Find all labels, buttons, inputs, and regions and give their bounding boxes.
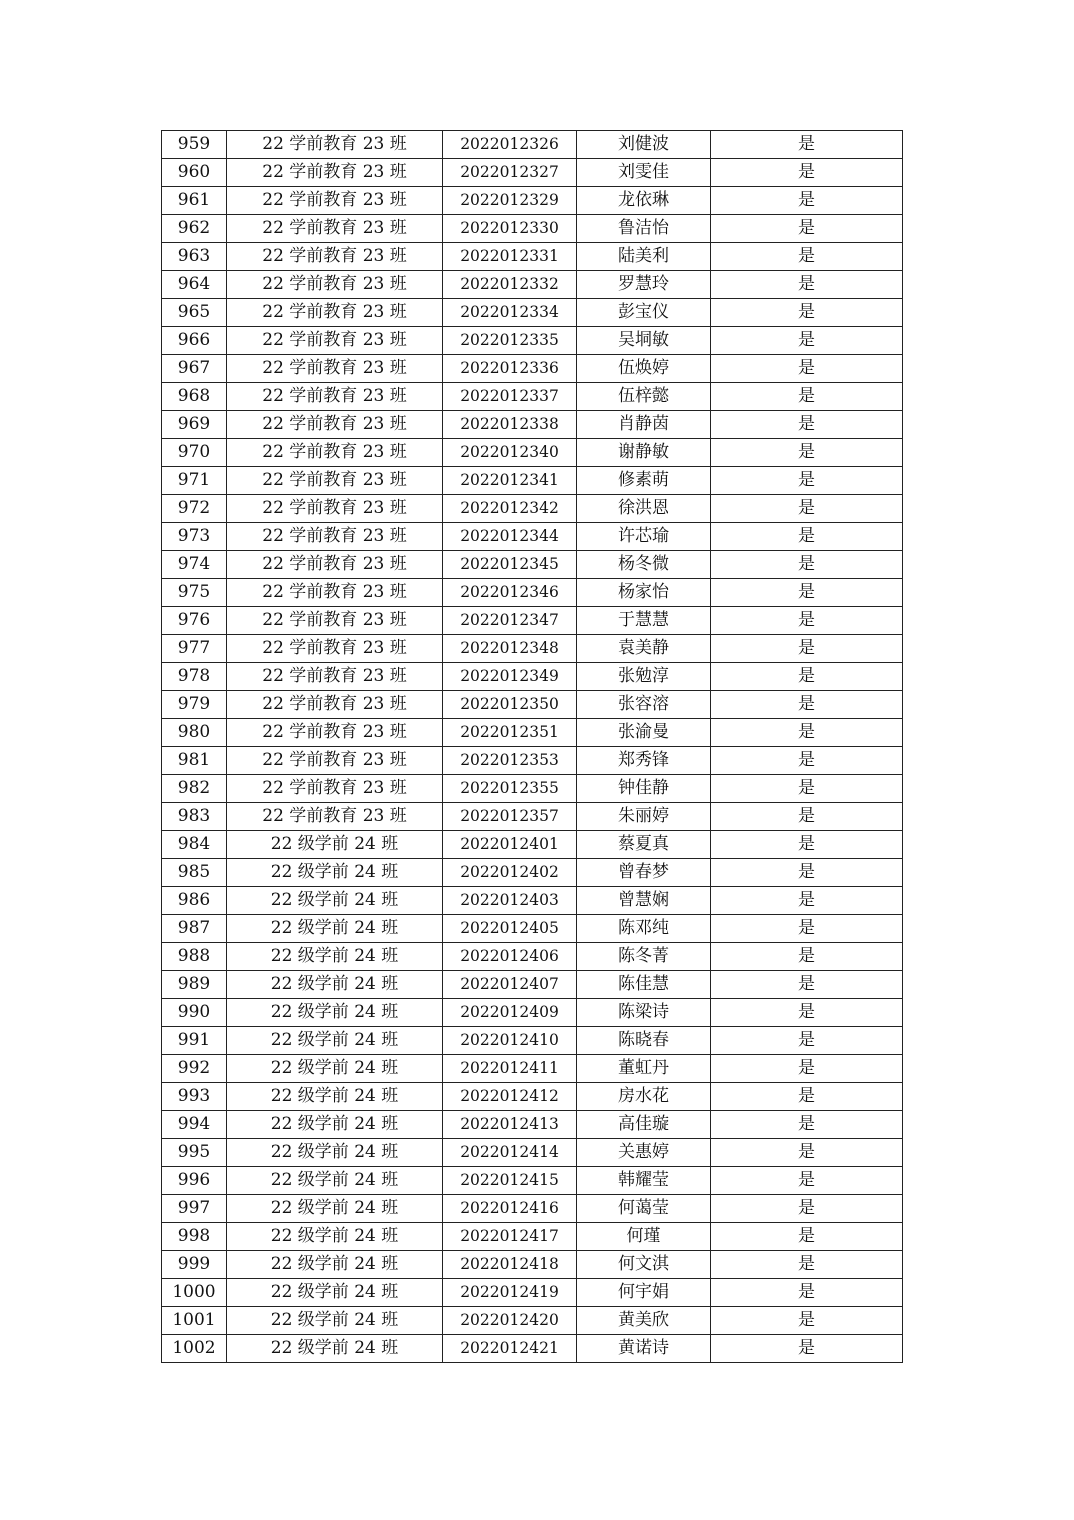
student-id-cell: 2022012405 xyxy=(443,915,577,943)
table-row xyxy=(162,271,903,299)
student-id-cell: 2022012350 xyxy=(443,691,577,719)
row-number-cell: 982 xyxy=(162,775,227,803)
status-cell: 是 xyxy=(711,1335,903,1363)
student-name-cell: 鲁洁怡 xyxy=(577,215,711,243)
table-row xyxy=(162,831,903,859)
status-cell: 是 xyxy=(711,831,903,859)
row-number-cell: 988 xyxy=(162,943,227,971)
row-number-cell: 972 xyxy=(162,495,227,523)
student-id-cell: 2022012406 xyxy=(443,943,577,971)
class-cell: 22 学前教育 23 班 xyxy=(227,775,443,803)
status-cell: 是 xyxy=(711,243,903,271)
table-row xyxy=(162,607,903,635)
student-id-cell: 2022012353 xyxy=(443,747,577,775)
class-cell: 22 学前教育 23 班 xyxy=(227,411,443,439)
status-cell: 是 xyxy=(711,159,903,187)
row-number-cell: 984 xyxy=(162,831,227,859)
table-row xyxy=(162,131,903,159)
student-id-cell: 2022012342 xyxy=(443,495,577,523)
status-cell: 是 xyxy=(711,1083,903,1111)
status-cell: 是 xyxy=(711,999,903,1027)
class-cell: 22 学前教育 23 班 xyxy=(227,271,443,299)
row-number-cell: 997 xyxy=(162,1195,227,1223)
student-name-cell: 黄诺诗 xyxy=(577,1335,711,1363)
status-cell: 是 xyxy=(711,1139,903,1167)
row-number-cell: 965 xyxy=(162,299,227,327)
student-id-cell: 2022012332 xyxy=(443,271,577,299)
class-cell: 22 级学前 24 班 xyxy=(227,831,443,859)
table-row xyxy=(162,1279,903,1307)
class-cell: 22 学前教育 23 班 xyxy=(227,747,443,775)
student-roster-table xyxy=(161,130,903,1363)
table-row xyxy=(162,495,903,523)
table-row xyxy=(162,943,903,971)
status-cell: 是 xyxy=(711,719,903,747)
row-number-cell: 971 xyxy=(162,467,227,495)
student-id-cell: 2022012338 xyxy=(443,411,577,439)
table-row xyxy=(162,635,903,663)
student-id-cell: 2022012344 xyxy=(443,523,577,551)
student-id-cell: 2022012329 xyxy=(443,187,577,215)
student-name-cell: 徐洪恩 xyxy=(577,495,711,523)
student-id-cell: 2022012419 xyxy=(443,1279,577,1307)
row-number-cell: 981 xyxy=(162,747,227,775)
table-row xyxy=(162,1251,903,1279)
student-name-cell: 陈邓纯 xyxy=(577,915,711,943)
status-cell: 是 xyxy=(711,1195,903,1223)
status-cell: 是 xyxy=(711,1279,903,1307)
student-name-cell: 关惠婷 xyxy=(577,1139,711,1167)
student-name-cell: 房水花 xyxy=(577,1083,711,1111)
student-name-cell: 伍焕婷 xyxy=(577,355,711,383)
status-cell: 是 xyxy=(711,1111,903,1139)
row-number-cell: 985 xyxy=(162,859,227,887)
status-cell: 是 xyxy=(711,1055,903,1083)
row-number-cell: 994 xyxy=(162,1111,227,1139)
status-cell: 是 xyxy=(711,915,903,943)
status-cell: 是 xyxy=(711,1027,903,1055)
student-id-cell: 2022012330 xyxy=(443,215,577,243)
student-name-cell: 张容溶 xyxy=(577,691,711,719)
row-number-cell: 978 xyxy=(162,663,227,691)
status-cell: 是 xyxy=(711,355,903,383)
row-number-cell: 1000 xyxy=(162,1279,227,1307)
table-row xyxy=(162,859,903,887)
class-cell: 22 级学前 24 班 xyxy=(227,1139,443,1167)
student-name-cell: 陈梁诗 xyxy=(577,999,711,1027)
status-cell: 是 xyxy=(711,635,903,663)
status-cell: 是 xyxy=(711,215,903,243)
table-row xyxy=(162,551,903,579)
class-cell: 22 级学前 24 班 xyxy=(227,1055,443,1083)
table-row xyxy=(162,663,903,691)
student-name-cell: 彭宝仪 xyxy=(577,299,711,327)
class-cell: 22 学前教育 23 班 xyxy=(227,243,443,271)
row-number-cell: 964 xyxy=(162,271,227,299)
student-id-cell: 2022012349 xyxy=(443,663,577,691)
class-cell: 22 学前教育 23 班 xyxy=(227,719,443,747)
student-id-cell: 2022012416 xyxy=(443,1195,577,1223)
table-row xyxy=(162,299,903,327)
class-cell: 22 学前教育 23 班 xyxy=(227,187,443,215)
student-id-cell: 2022012409 xyxy=(443,999,577,1027)
class-cell: 22 级学前 24 班 xyxy=(227,1111,443,1139)
status-cell: 是 xyxy=(711,523,903,551)
student-name-cell: 肖静茵 xyxy=(577,411,711,439)
row-number-cell: 977 xyxy=(162,635,227,663)
student-id-cell: 2022012413 xyxy=(443,1111,577,1139)
student-name-cell: 何文淇 xyxy=(577,1251,711,1279)
student-id-cell: 2022012418 xyxy=(443,1251,577,1279)
table-row xyxy=(162,467,903,495)
status-cell: 是 xyxy=(711,943,903,971)
student-name-cell: 龙依琳 xyxy=(577,187,711,215)
class-cell: 22 级学前 24 班 xyxy=(227,859,443,887)
row-number-cell: 989 xyxy=(162,971,227,999)
student-name-cell: 刘健波 xyxy=(577,131,711,159)
student-id-cell: 2022012348 xyxy=(443,635,577,663)
student-name-cell: 陈冬菁 xyxy=(577,943,711,971)
student-id-cell: 2022012341 xyxy=(443,467,577,495)
student-name-cell: 吴垌敏 xyxy=(577,327,711,355)
student-id-cell: 2022012351 xyxy=(443,719,577,747)
student-id-cell: 2022012417 xyxy=(443,1223,577,1251)
student-name-cell: 许芯瑜 xyxy=(577,523,711,551)
row-number-cell: 987 xyxy=(162,915,227,943)
row-number-cell: 992 xyxy=(162,1055,227,1083)
table-row xyxy=(162,523,903,551)
student-name-cell: 蔡夏真 xyxy=(577,831,711,859)
row-number-cell: 970 xyxy=(162,439,227,467)
table-row xyxy=(162,775,903,803)
student-id-cell: 2022012401 xyxy=(443,831,577,859)
row-number-cell: 968 xyxy=(162,383,227,411)
row-number-cell: 963 xyxy=(162,243,227,271)
class-cell: 22 学前教育 23 班 xyxy=(227,355,443,383)
student-id-cell: 2022012357 xyxy=(443,803,577,831)
table-row xyxy=(162,747,903,775)
student-name-cell: 何宇娟 xyxy=(577,1279,711,1307)
row-number-cell: 1001 xyxy=(162,1307,227,1335)
row-number-cell: 966 xyxy=(162,327,227,355)
class-cell: 22 学前教育 23 班 xyxy=(227,383,443,411)
class-cell: 22 学前教育 23 班 xyxy=(227,635,443,663)
row-number-cell: 973 xyxy=(162,523,227,551)
row-number-cell: 999 xyxy=(162,1251,227,1279)
student-id-cell: 2022012340 xyxy=(443,439,577,467)
class-cell: 22 级学前 24 班 xyxy=(227,943,443,971)
status-cell: 是 xyxy=(711,383,903,411)
class-cell: 22 学前教育 23 班 xyxy=(227,467,443,495)
class-cell: 22 级学前 24 班 xyxy=(227,999,443,1027)
student-name-cell: 袁美静 xyxy=(577,635,711,663)
row-number-cell: 1002 xyxy=(162,1335,227,1363)
row-number-cell: 976 xyxy=(162,607,227,635)
student-name-cell: 曾慧娴 xyxy=(577,887,711,915)
student-id-cell: 2022012346 xyxy=(443,579,577,607)
table-row xyxy=(162,243,903,271)
status-cell: 是 xyxy=(711,411,903,439)
class-cell: 22 学前教育 23 班 xyxy=(227,215,443,243)
class-cell: 22 级学前 24 班 xyxy=(227,1027,443,1055)
status-cell: 是 xyxy=(711,131,903,159)
table-row xyxy=(162,887,903,915)
row-number-cell: 961 xyxy=(162,187,227,215)
student-name-cell: 董虹丹 xyxy=(577,1055,711,1083)
student-name-cell: 郑秀锋 xyxy=(577,747,711,775)
row-number-cell: 991 xyxy=(162,1027,227,1055)
student-name-cell: 韩耀莹 xyxy=(577,1167,711,1195)
class-cell: 22 级学前 24 班 xyxy=(227,1083,443,1111)
status-cell: 是 xyxy=(711,495,903,523)
table-row xyxy=(162,1335,903,1363)
class-cell: 22 级学前 24 班 xyxy=(227,1195,443,1223)
row-number-cell: 993 xyxy=(162,1083,227,1111)
row-number-cell: 959 xyxy=(162,131,227,159)
student-name-cell: 罗慧玲 xyxy=(577,271,711,299)
class-cell: 22 学前教育 23 班 xyxy=(227,327,443,355)
class-cell: 22 学前教育 23 班 xyxy=(227,551,443,579)
student-name-cell: 黄美欣 xyxy=(577,1307,711,1335)
status-cell: 是 xyxy=(711,327,903,355)
class-cell: 22 学前教育 23 班 xyxy=(227,159,443,187)
class-cell: 22 学前教育 23 班 xyxy=(227,439,443,467)
class-cell: 22 学前教育 23 班 xyxy=(227,803,443,831)
row-number-cell: 996 xyxy=(162,1167,227,1195)
table-row xyxy=(162,1223,903,1251)
student-id-cell: 2022012415 xyxy=(443,1167,577,1195)
table-row xyxy=(162,803,903,831)
row-number-cell: 980 xyxy=(162,719,227,747)
student-id-cell: 2022012407 xyxy=(443,971,577,999)
student-name-cell: 陆美利 xyxy=(577,243,711,271)
table-row xyxy=(162,1167,903,1195)
status-cell: 是 xyxy=(711,299,903,327)
student-id-cell: 2022012336 xyxy=(443,355,577,383)
student-name-cell: 张勉淳 xyxy=(577,663,711,691)
row-number-cell: 983 xyxy=(162,803,227,831)
table-row xyxy=(162,999,903,1027)
class-cell: 22 学前教育 23 班 xyxy=(227,663,443,691)
status-cell: 是 xyxy=(711,747,903,775)
student-id-cell: 2022012410 xyxy=(443,1027,577,1055)
class-cell: 22 学前教育 23 班 xyxy=(227,607,443,635)
row-number-cell: 969 xyxy=(162,411,227,439)
student-name-cell: 谢静敏 xyxy=(577,439,711,467)
table-row xyxy=(162,411,903,439)
row-number-cell: 979 xyxy=(162,691,227,719)
row-number-cell: 967 xyxy=(162,355,227,383)
student-id-cell: 2022012421 xyxy=(443,1335,577,1363)
student-name-cell: 于慧慧 xyxy=(577,607,711,635)
table-row xyxy=(162,439,903,467)
roster-body xyxy=(162,131,903,1363)
student-name-cell: 杨冬微 xyxy=(577,551,711,579)
student-id-cell: 2022012337 xyxy=(443,383,577,411)
student-name-cell: 杨家怡 xyxy=(577,579,711,607)
row-number-cell: 974 xyxy=(162,551,227,579)
status-cell: 是 xyxy=(711,467,903,495)
status-cell: 是 xyxy=(711,691,903,719)
class-cell: 22 学前教育 23 班 xyxy=(227,691,443,719)
class-cell: 22 学前教育 23 班 xyxy=(227,131,443,159)
status-cell: 是 xyxy=(711,971,903,999)
student-id-cell: 2022012334 xyxy=(443,299,577,327)
row-number-cell: 975 xyxy=(162,579,227,607)
student-id-cell: 2022012355 xyxy=(443,775,577,803)
student-id-cell: 2022012326 xyxy=(443,131,577,159)
student-id-cell: 2022012345 xyxy=(443,551,577,579)
class-cell: 22 学前教育 23 班 xyxy=(227,523,443,551)
status-cell: 是 xyxy=(711,187,903,215)
class-cell: 22 级学前 24 班 xyxy=(227,1307,443,1335)
table-row xyxy=(162,215,903,243)
student-id-cell: 2022012327 xyxy=(443,159,577,187)
status-cell: 是 xyxy=(711,271,903,299)
student-name-cell: 伍梓懿 xyxy=(577,383,711,411)
table-row xyxy=(162,159,903,187)
row-number-cell: 962 xyxy=(162,215,227,243)
student-name-cell: 曾春梦 xyxy=(577,859,711,887)
table-row xyxy=(162,915,903,943)
student-name-cell: 张渝曼 xyxy=(577,719,711,747)
row-number-cell: 990 xyxy=(162,999,227,1027)
status-cell: 是 xyxy=(711,1307,903,1335)
student-name-cell: 朱丽婷 xyxy=(577,803,711,831)
student-id-cell: 2022012331 xyxy=(443,243,577,271)
status-cell: 是 xyxy=(711,551,903,579)
student-id-cell: 2022012403 xyxy=(443,887,577,915)
table-row xyxy=(162,187,903,215)
status-cell: 是 xyxy=(711,663,903,691)
student-name-cell: 何瑾 xyxy=(577,1223,711,1251)
table-row xyxy=(162,1195,903,1223)
student-id-cell: 2022012420 xyxy=(443,1307,577,1335)
class-cell: 22 级学前 24 班 xyxy=(227,1167,443,1195)
class-cell: 22 级学前 24 班 xyxy=(227,971,443,999)
row-number-cell: 995 xyxy=(162,1139,227,1167)
student-name-cell: 陈晓春 xyxy=(577,1027,711,1055)
table-row xyxy=(162,1139,903,1167)
row-number-cell: 998 xyxy=(162,1223,227,1251)
table-row xyxy=(162,971,903,999)
student-id-cell: 2022012411 xyxy=(443,1055,577,1083)
class-cell: 22 级学前 24 班 xyxy=(227,1223,443,1251)
class-cell: 22 学前教育 23 班 xyxy=(227,579,443,607)
student-id-cell: 2022012402 xyxy=(443,859,577,887)
class-cell: 22 级学前 24 班 xyxy=(227,915,443,943)
row-number-cell: 986 xyxy=(162,887,227,915)
class-cell: 22 级学前 24 班 xyxy=(227,1279,443,1307)
student-name-cell: 高佳璇 xyxy=(577,1111,711,1139)
status-cell: 是 xyxy=(711,607,903,635)
student-id-cell: 2022012347 xyxy=(443,607,577,635)
status-cell: 是 xyxy=(711,579,903,607)
status-cell: 是 xyxy=(711,439,903,467)
status-cell: 是 xyxy=(711,887,903,915)
status-cell: 是 xyxy=(711,1251,903,1279)
status-cell: 是 xyxy=(711,859,903,887)
class-cell: 22 级学前 24 班 xyxy=(227,1335,443,1363)
table-row xyxy=(162,691,903,719)
status-cell: 是 xyxy=(711,803,903,831)
student-name-cell: 刘雯佳 xyxy=(577,159,711,187)
table-row xyxy=(162,1027,903,1055)
student-id-cell: 2022012335 xyxy=(443,327,577,355)
class-cell: 22 学前教育 23 班 xyxy=(227,495,443,523)
table-row xyxy=(162,719,903,747)
class-cell: 22 级学前 24 班 xyxy=(227,887,443,915)
table-row xyxy=(162,1083,903,1111)
student-name-cell: 陈佳慧 xyxy=(577,971,711,999)
student-id-cell: 2022012414 xyxy=(443,1139,577,1167)
student-name-cell: 何蔼莹 xyxy=(577,1195,711,1223)
row-number-cell: 960 xyxy=(162,159,227,187)
status-cell: 是 xyxy=(711,1167,903,1195)
table-row xyxy=(162,383,903,411)
class-cell: 22 级学前 24 班 xyxy=(227,1251,443,1279)
student-name-cell: 修素萌 xyxy=(577,467,711,495)
status-cell: 是 xyxy=(711,1223,903,1251)
class-cell: 22 学前教育 23 班 xyxy=(227,299,443,327)
table-row xyxy=(162,1055,903,1083)
status-cell: 是 xyxy=(711,775,903,803)
table-row xyxy=(162,1307,903,1335)
student-id-cell: 2022012412 xyxy=(443,1083,577,1111)
table-row xyxy=(162,327,903,355)
student-name-cell: 钟佳静 xyxy=(577,775,711,803)
table-row xyxy=(162,579,903,607)
table-row xyxy=(162,1111,903,1139)
table-row xyxy=(162,355,903,383)
